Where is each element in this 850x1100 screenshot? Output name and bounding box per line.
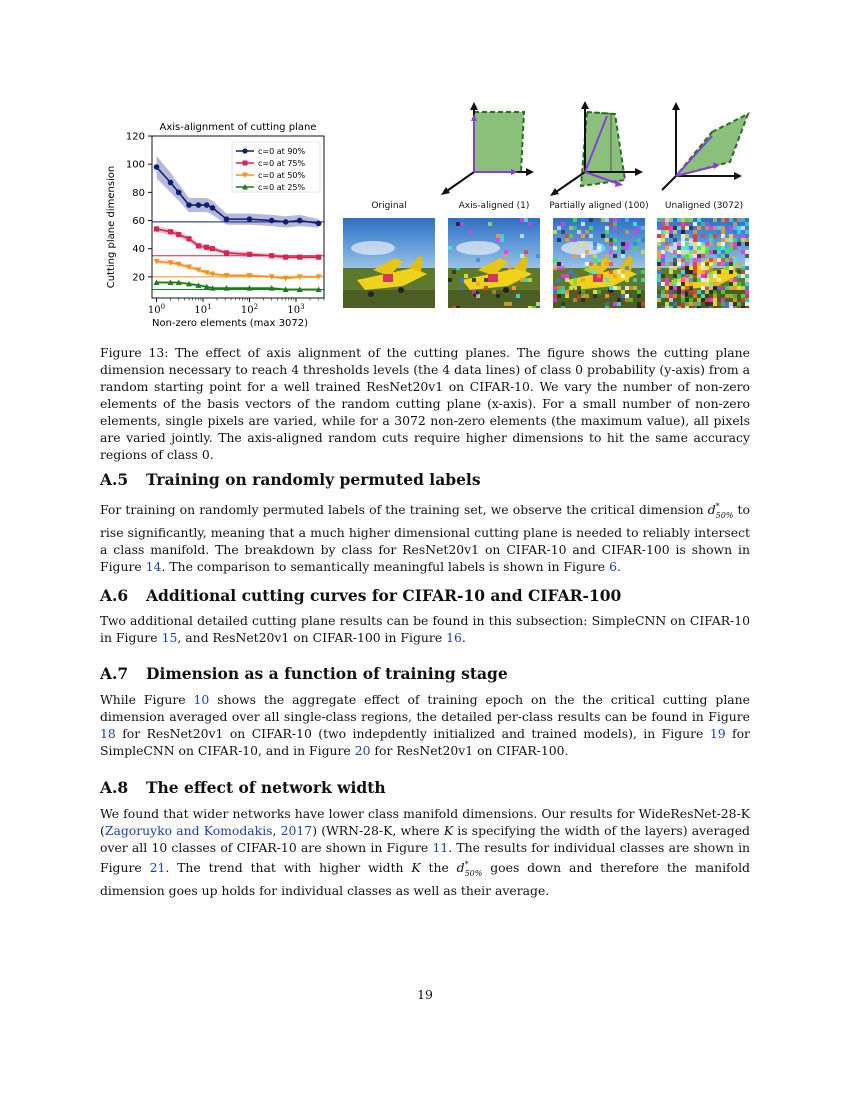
x-tick-label: $10^1$ xyxy=(194,303,212,316)
data-point xyxy=(210,205,216,211)
y-axis-label: Cutting plane dimension xyxy=(106,165,117,289)
figure-ref-19[interactable]: 19 xyxy=(709,726,726,741)
text: For training on randomly permuted labels of the training set, we observe the critical dimension xyxy=(100,502,708,518)
section-number: A.8 xyxy=(100,778,129,797)
figure-ref-14[interactable]: 14 xyxy=(145,558,162,574)
panel-label-unaligned: Unaligned (3072) xyxy=(664,201,744,211)
section-number: A.5 xyxy=(100,470,129,489)
text: ) (WRN-28-K, where xyxy=(312,823,444,838)
panel-label-original: Original xyxy=(371,201,407,211)
unaligned-image xyxy=(657,218,749,308)
section-heading-a6 xyxy=(100,586,621,605)
data-point xyxy=(224,250,229,255)
axis-aligned-plane-diagram xyxy=(438,100,534,200)
legend-label: c=0 at 50% xyxy=(258,171,306,180)
airplane-picture xyxy=(448,218,540,308)
data-point xyxy=(224,216,230,222)
data-point xyxy=(297,218,303,224)
partially-aligned-plane-diagram xyxy=(545,100,645,200)
section-number: A.6 xyxy=(100,586,129,605)
partially-aligned-image xyxy=(553,218,645,308)
text: . xyxy=(461,630,466,645)
legend-label: c=0 at 75% xyxy=(258,159,306,168)
y-tick-label: 80 xyxy=(132,187,145,199)
data-point xyxy=(316,221,322,227)
data-point xyxy=(196,243,201,248)
text: for SimpleCNN on CIFAR-10, and in Figure xyxy=(100,726,750,758)
axis-aligned-image xyxy=(448,218,540,308)
panel-label-partially-aligned: Partially aligned (100) xyxy=(549,201,649,211)
figure-ref-20[interactable]: 20 xyxy=(354,743,371,758)
section-title: Training on randomly permuted labels xyxy=(146,470,481,489)
math-d50: $d^*_{50\%}$ xyxy=(456,860,483,878)
data-point xyxy=(196,202,202,208)
x-tick-label: $10^0$ xyxy=(147,303,166,316)
data-point xyxy=(283,255,288,260)
y-tick-label: 100 xyxy=(125,159,145,171)
data-point xyxy=(186,236,191,241)
y-tick-label: 120 xyxy=(125,131,145,143)
airplane-picture xyxy=(553,218,645,308)
text: While Figure xyxy=(100,692,194,707)
data-point xyxy=(154,226,159,231)
citation-year[interactable]: 2017 xyxy=(280,823,313,838)
data-point xyxy=(316,255,321,260)
data-point xyxy=(204,245,209,250)
data-point xyxy=(283,219,289,225)
x-tick-label: $10^2$ xyxy=(240,303,259,316)
y-tick-label: 60 xyxy=(132,216,145,228)
x-tick-label: $10^3$ xyxy=(287,303,305,316)
figure-ref-11[interactable]: 11 xyxy=(432,840,449,855)
section-a7-body xyxy=(100,691,750,759)
text: goes down and therefore the manifold dimension goes up holds for individual classes as well as their average. xyxy=(100,860,750,898)
airplane-picture xyxy=(657,218,749,308)
section-number: A.7 xyxy=(100,664,129,683)
chart-title: Axis-alignment of cutting plane xyxy=(159,122,317,133)
text: . The comparison to semantically meaningful labels is shown in Figure xyxy=(161,558,610,574)
data-point xyxy=(297,255,302,260)
section-heading-a5 xyxy=(100,470,481,489)
legend-label: c=0 at 90% xyxy=(258,147,306,156)
x-axis-label: Non-zero elements (max 3072) xyxy=(152,318,308,328)
figure-ref-10[interactable]: 10 xyxy=(193,692,210,707)
data-point xyxy=(176,190,182,196)
y-tick-label: 40 xyxy=(132,244,145,256)
legend-label: c=0 at 25% xyxy=(258,183,306,192)
data-point xyxy=(247,216,253,222)
text: Two additional detailed cutting plane results can be found in this subsection: SimpleCNN on CIFAR-10 in Figure xyxy=(100,613,750,645)
text: to rise significantly, meaning that a much higher dimensional cutting plane is needed to reliably intersect a class manifold. The breakdown by class for ResNet20v1 on CIFAR-10 and CIFAR-100 is shown in Figure xyxy=(100,502,750,574)
figure-ref-15[interactable]: 15 xyxy=(161,630,178,645)
citation-zagoruyko[interactable]: Zagoruyko and Komodakis xyxy=(104,823,273,838)
page-number: 19 xyxy=(417,987,433,1002)
original-image xyxy=(343,218,435,308)
text: for ResNet20v1 on CIFAR-100. xyxy=(370,743,569,758)
text: We found that wider networks have lower class manifold dimensions. Our results for WideResNet-28-K ( xyxy=(100,806,750,838)
data-point xyxy=(204,202,210,208)
text: . The results for individual classes are shown in Figure xyxy=(100,840,751,876)
section-heading-a7 xyxy=(100,664,508,683)
section-a5-body xyxy=(100,498,750,575)
text: is specifying the width of the layers) averaged over all 10 classes of CIFAR-10 are shown in Figure xyxy=(100,823,750,855)
figure-ref-21[interactable]: 21 xyxy=(149,860,166,876)
text: the xyxy=(420,860,457,876)
text: , and ResNet20v1 on CIFAR-100 in Figure xyxy=(177,630,447,645)
data-point xyxy=(168,180,174,186)
data-point xyxy=(154,164,160,170)
figure-ref-18[interactable]: 18 xyxy=(100,726,116,741)
section-a6-body xyxy=(100,612,750,646)
section-title: The effect of network width xyxy=(146,778,386,797)
section-a8-body xyxy=(100,805,750,899)
figure-ref-6[interactable]: 6 xyxy=(609,558,617,574)
section-title: Dimension as a function of training stage xyxy=(146,664,508,683)
unaligned-plane-diagram xyxy=(660,100,760,200)
axis-alignment-chart xyxy=(100,118,340,328)
figure-caption: Figure 13: The effect of axis alignment of the cutting planes. The figure shows the cutting plane dimension necessary to reach 4 thresholds levels (the 4 data lines) of class 0 probability (y-axis) from a random starting point for a well trained ResNet20v1 on CIFAR-10. We vary the number of non-zero elements of the basis vectors of the random cutting plane (x-axis). For a small number of non-zero elements, single pixels are varied, while for a 3072 non-zero elements (the maximum value), all pixels are varied jointly. The axis-aligned random cuts require higher dimensions to hit the same accuracy regions of class 0. xyxy=(100,345,750,462)
panel-label-axis-aligned: Axis-aligned (1) xyxy=(458,201,530,211)
legend-marker xyxy=(243,161,248,166)
text: shows the aggregate effect of training epoch on the the critical cutting plane dimension averaged over all single-class regions, the detailed per-class results can be found in Figure xyxy=(100,692,750,724)
text: . The trend that with higher width xyxy=(165,860,412,876)
math-k: K xyxy=(443,823,454,838)
text: . xyxy=(616,558,621,574)
data-point xyxy=(269,218,275,224)
data-point xyxy=(210,246,215,251)
figure-ref-16[interactable]: 16 xyxy=(446,630,462,645)
math-d50: $d^*_{50\%}$ xyxy=(707,502,734,520)
y-tick-label: 20 xyxy=(132,272,145,284)
text: for ResNet20v1 on CIFAR-10 (two indepdently initialized and trained models), in Figure xyxy=(115,726,710,741)
data-point xyxy=(186,202,192,208)
section-heading-a8 xyxy=(100,778,386,797)
text: , xyxy=(272,823,281,838)
data-point xyxy=(269,253,274,258)
section-title: Additional cutting curves for CIFAR-10 and CIFAR-100 xyxy=(146,586,622,605)
data-point xyxy=(247,252,252,257)
data-point xyxy=(176,232,181,237)
legend-marker xyxy=(242,148,247,153)
math-k: K xyxy=(411,860,421,876)
airplane-picture xyxy=(343,218,435,308)
data-point xyxy=(168,229,173,234)
